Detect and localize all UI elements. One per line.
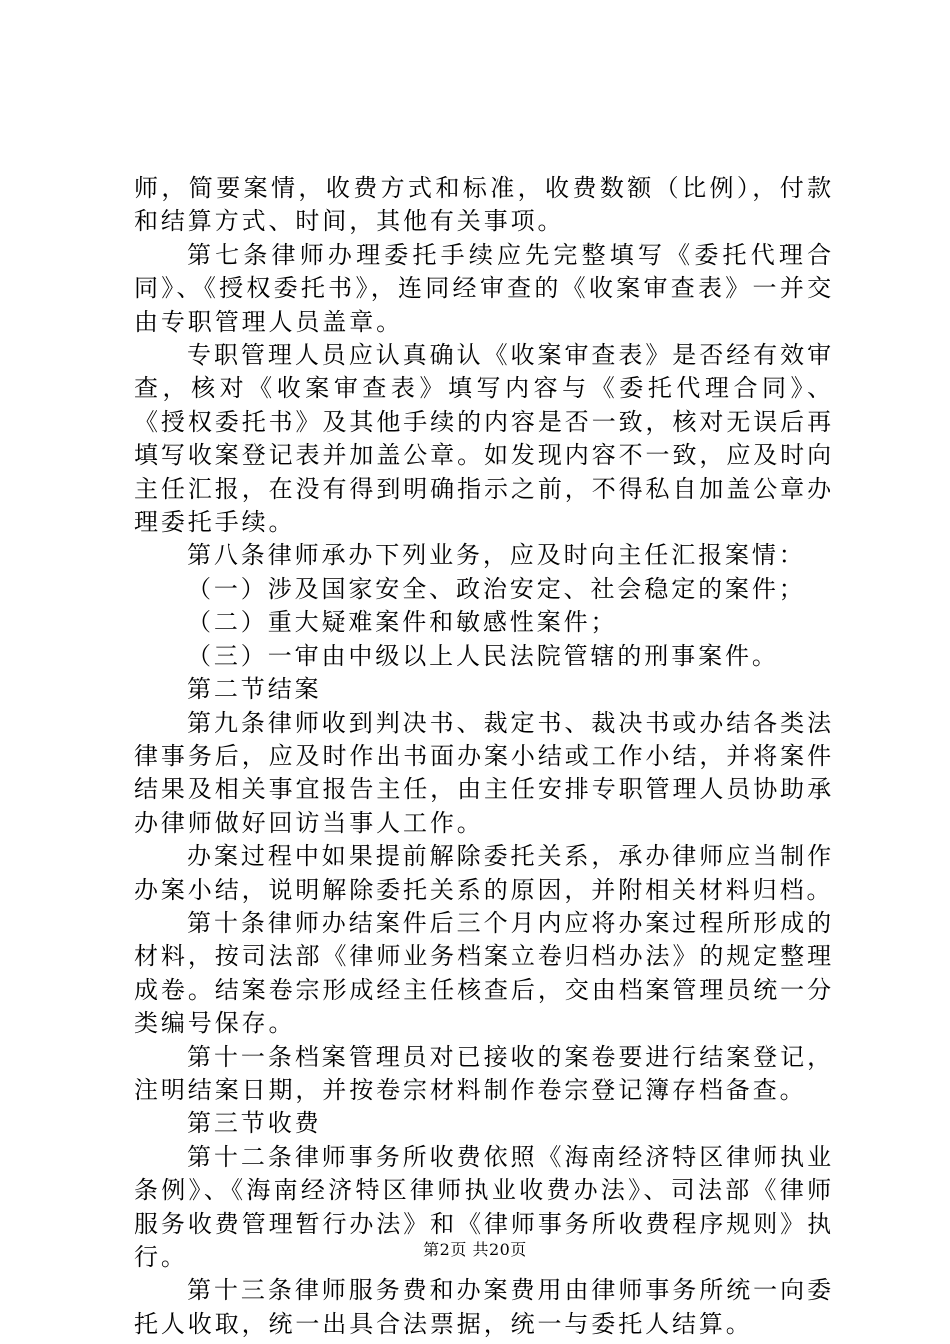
list-item: （二）重大疑难案件和敏感性案件； [187, 608, 618, 637]
paragraph: 专职管理人员应认真确认《收案审查表》是否经有效审查，核对《收案审查表》填写内容与《委托代理合同》、《授权委托书》及其他手续的内容是否一致，核对无误后再填写收案登记表并加盖公章。如发现内容不一致，应及时向主任汇报，在没有得到明确指示之前，不得私自加盖公章办理委托手续。 [134, 341, 834, 537]
paragraph: 师，简要案情，收费方式和标准，收费数额（比例），付款和结算方式、时间，其他有关事项。 [134, 174, 834, 236]
list-item: （三）一审由中级以上人民法院管辖的刑事案件。 [187, 641, 779, 670]
paragraph: 第九条律师收到判决书、裁定书、裁决书或办结各类法律事务后，应及时作出书面办案小结或工作小结，并将案件结果及相关事宜报告主任，由主任安排专职管理人员协助承办律师做好回访当事人工作。 [134, 708, 834, 837]
paragraph: 第七条律师办理委托手续应先完整填写《委托代理合同》、《授权委托书》，连同经审查的《收案审查表》一并交由专职管理人员盖章。 [134, 240, 834, 336]
document-body [134, 172, 834, 1341]
page-number-footer: 第2页 共20页 [423, 1240, 527, 1259]
section-heading: 第三节收费 [187, 1109, 322, 1138]
paragraph: 第八条律师承办下列业务，应及时向主任汇报案情： [187, 541, 806, 570]
paragraph: 办案过程中如果提前解除委托关系，承办律师应当制作办案小结，说明解除委托关系的原因，并附相关材料归档。 [134, 842, 834, 904]
list-item: （一）涉及国家安全、政治安定、社会稳定的案件； [187, 574, 806, 603]
paragraph: 第十一条档案管理员对已接收的案卷要进行结案登记，注明结案日期，并按卷宗材料制作卷宗登记簿存档备查。 [134, 1042, 834, 1104]
section-heading: 第二节结案 [187, 675, 322, 704]
paragraph: 第十条律师办结案件后三个月内应将办案过程所形成的材料，按司法部《律师业务档案立卷归档办法》的规定整理成卷。结案卷宗形成经主任核查后，交由档案管理员统一分类编号保存。 [134, 908, 834, 1038]
paragraph: 第十三条律师服务费和办案费用由律师事务所统一向委托人收取，统一出具合法票据，统一与委托人结算。 [134, 1276, 834, 1338]
paragraph: 第十二条律师事务所收费依照《海南经济特区律师执业条例》、《海南经济特区律师执业收费办法》、司法部《律师服务收费管理暂行办法》和《律师事务所收费程序规则》执行。 [134, 1142, 834, 1271]
